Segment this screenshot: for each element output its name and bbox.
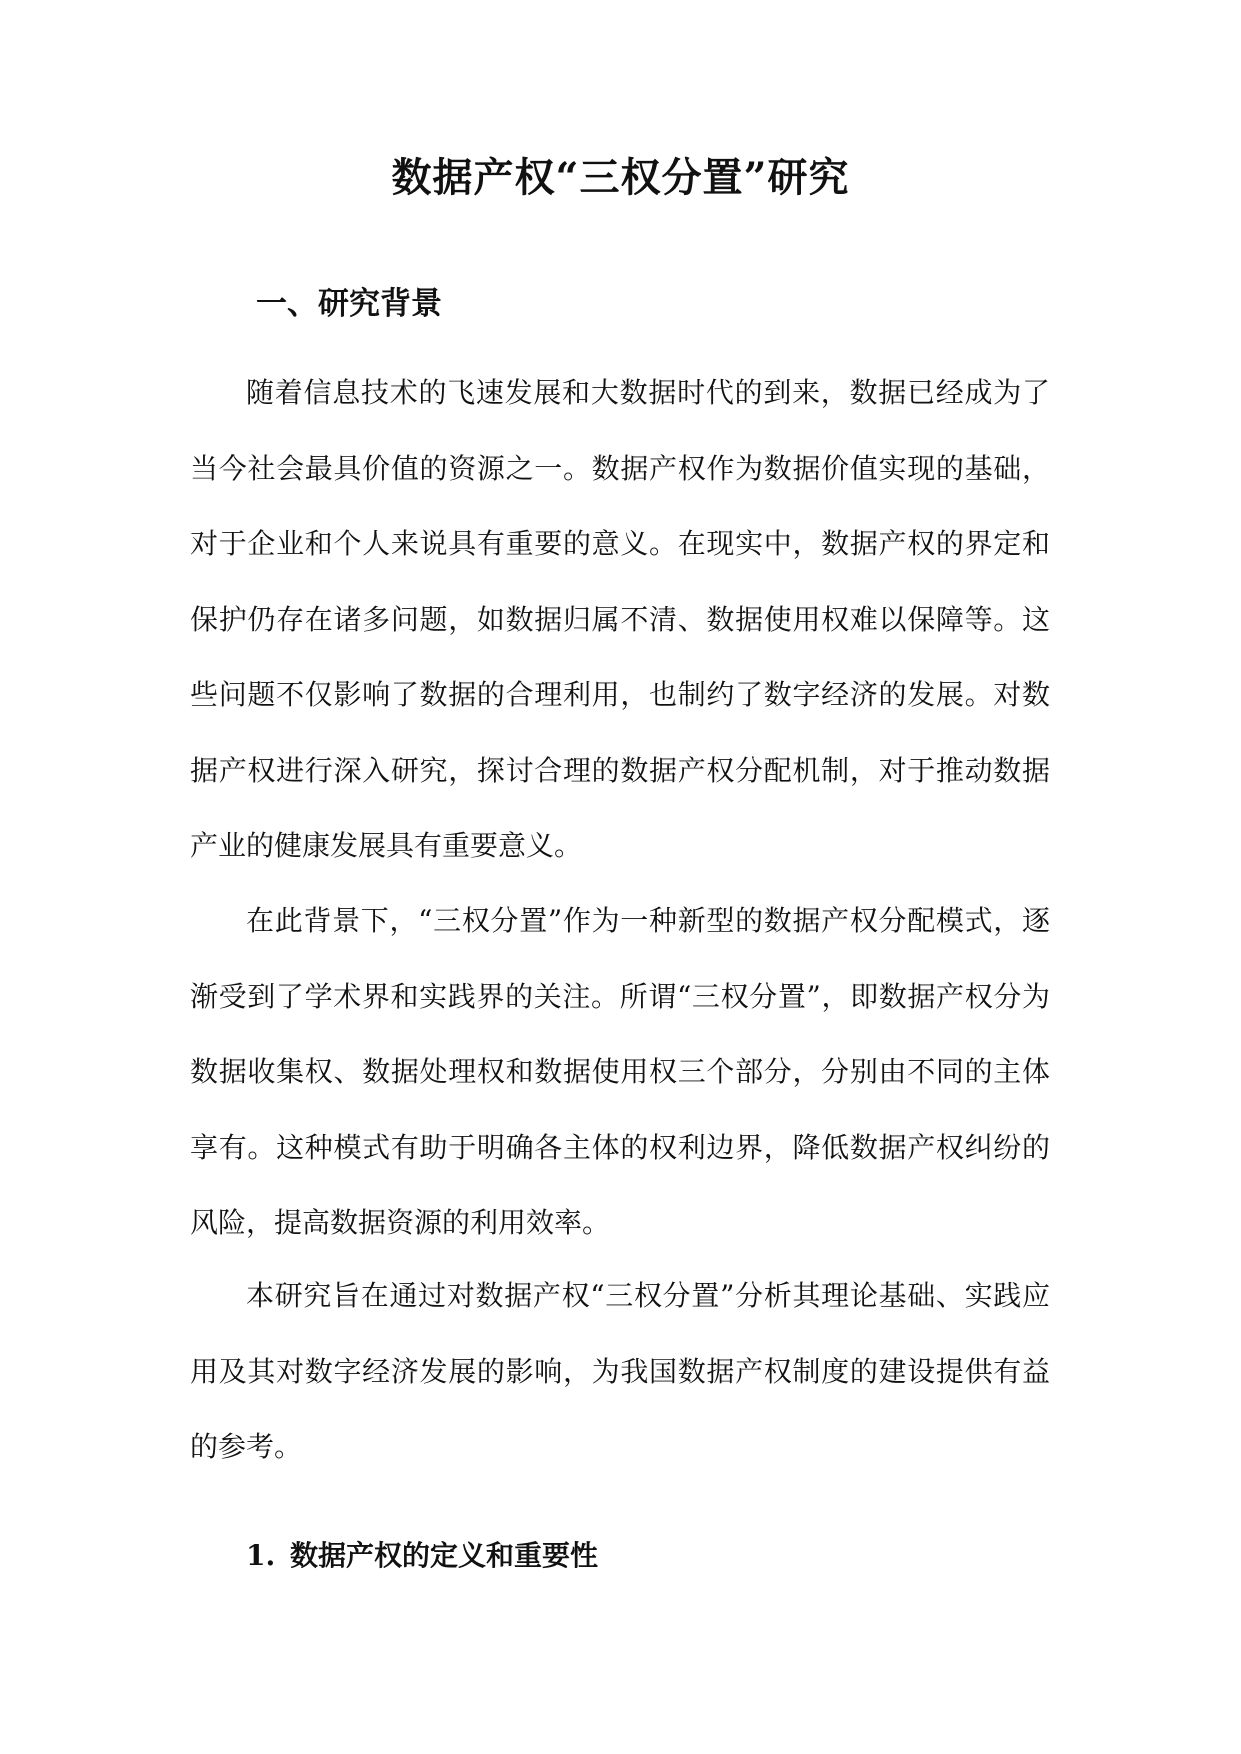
subsection-title: 数据产权的定义和重要性 <box>290 1539 599 1572</box>
paragraph-2: 在此背景下，“三权分置”作为一种新型的数据产权分配模式，逐渐受到了学术界和实践界的关注。所谓“三权分置”，即数据产权分为数据收集权、数据处理权和数据使用权三个部分，分别由不同的主体享有。这种模式有助于明确各主体的权利边界，降低数据产权纠纷的风险，提高数据资源的利用效率。 <box>190 904 1050 1239</box>
paragraph-1: 随着信息技术的飞速发展和大数据时代的到来，数据已经成为了当今社会最具价值的资源之一。数据产权作为数据价值实现的基础，对于企业和个人来说具有重要的意义。在现实中，数据产权的界定和保护仍存在诸多问题，如数据归属不清、数据使用权难以保障等。这些问题不仅影响了数据的合理利用，也制约了数字经济的发展。对数据产权进行深入研究，探讨合理的数据产权分配机制，对于推动数据产业的健康发展具有重要意义。 <box>190 376 1050 862</box>
paragraph-3: 本研究旨在通过对数据产权“三权分置”分析其理论基础、实践应用及其对数字经济发展的影响，为我国数据产权制度的建设提供有益的参考。 <box>190 1279 1050 1463</box>
section-heading: 一、研究背景 <box>256 286 442 322</box>
subsection-number: 1. <box>246 1539 276 1572</box>
subsection-heading <box>246 1535 598 1577</box>
document-title: 数据产权“三权分置”研究 <box>391 154 850 201</box>
